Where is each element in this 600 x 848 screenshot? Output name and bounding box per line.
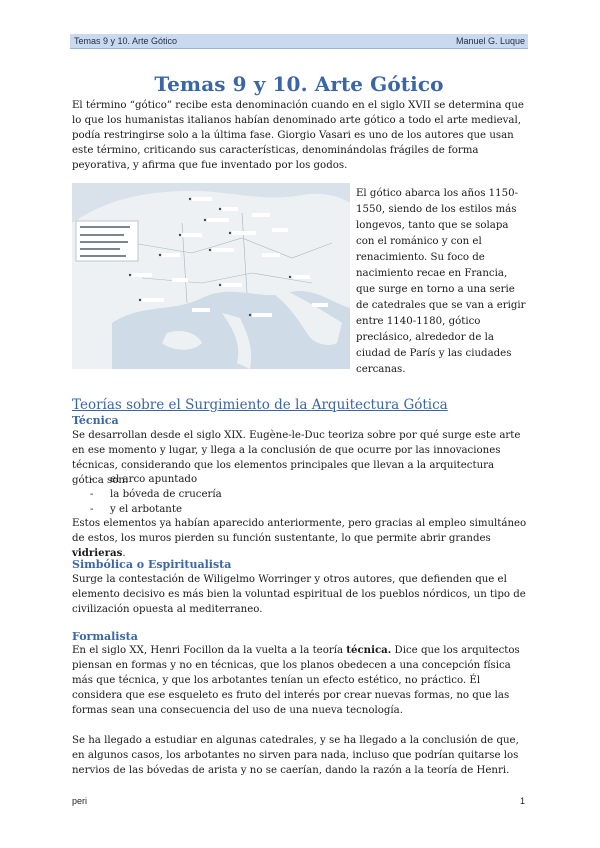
header-right: Manuel G. Luque xyxy=(455,36,525,46)
tecnica-after-text: Estos elementos ya habían aparecido anteriormente, pero gracias al empleo simultáneo de estos, los muros pierden su función sustentante, lo que permite abrir grandes xyxy=(72,518,527,544)
tecnica-paragraph: Se desarrollan desde el siglo XIX. Eugène-le-Duc teoriza sobre por qué surge este arte en ese momento y lugar, y llega a la conclusión de que ocurre por las innovaciones técnicas, considerando que los elementos principales que llevan a la arquitectura gótica son: xyxy=(72,430,521,486)
page-title: Temas 9 y 10. Arte Gótico xyxy=(154,72,444,96)
formalista-text-1-end: Dice que los arquitectos piensan en formas y no en técnicas, que los planos obedecen a una concepción física más que técnica, y que los arbotantes tenían un efecto estético, no práctico. Él considera que ese esqueleto es fruto del interés por crear nuevas formas, no que las formas sean una consecuencia del uso de una nueva tecnología. xyxy=(72,645,520,716)
tecnica-after-end: . xyxy=(122,548,126,559)
header-left: Temas 9 y 10. Arte Gótico xyxy=(74,36,178,46)
list-item: - y el arbotante xyxy=(88,502,222,517)
list-item: - el arco apuntado xyxy=(88,472,222,487)
europe-map-image xyxy=(72,183,350,369)
page-number: 1 xyxy=(520,796,526,806)
heading-formalista: Formalista xyxy=(72,630,138,643)
page-header xyxy=(70,34,528,49)
formalista-paragraph-1 xyxy=(72,643,528,718)
heading-simbolica: Simbólica o Espiritualista xyxy=(72,558,232,571)
simbolica-paragraph: Surge la contestación de Wiligelmo Worringer y otros autores, que defienden que el elemento decisivo es más bien la voluntad espiritual de los pueblos nórdicos, un tipo de civilización opuesta al mediterraneo. xyxy=(72,574,526,615)
formalista-text-1: En el siglo XX, Henri Focillon da la vuelta a la teoría xyxy=(72,645,347,656)
tecnica-after-paragraph xyxy=(72,516,528,561)
vidrieras-bold: vidrieras xyxy=(72,547,123,559)
section-title: Teorías sobre el Surgimiento de la Arquitectura Gótica xyxy=(72,397,448,413)
tecnica-bold: técnica. xyxy=(346,644,392,656)
heading-tecnica: Técnica xyxy=(72,414,119,427)
side-paragraph: El gótico abarca los años 1150-1550, siendo de los estilos más longevos, tanto que se solapa con el románico y con el renacimiento. Su foco de nacimiento recae en Francia, que surge en torno a una serie de catedrales que se van a erigir entre 1140-1180, gótico preclásico, alrededor de la ciudad de París y las ciudades cercanas. xyxy=(356,188,526,375)
tecnica-list xyxy=(88,472,222,517)
formalista-paragraph-2: Se ha llegado a estudiar en algunas catedrales, y se ha llegado a la conclusión de que, en algunos casos, los arbotantes no sirven para nada, incluso que podrían quitarse los nervios de las bóvedas de arista y no se caerían, dando la razón a la teoría de Henri. xyxy=(72,735,519,776)
list-item: - la bóveda de crucería xyxy=(88,487,222,502)
map-graphic xyxy=(72,183,350,369)
intro-paragraph: El término “gótico” recibe esta denominación cuando en el siglo XVII se determina que lo que los humanistas italianos habían denominado arte gótico a todo el arte medieval, podía restringirse solo a la última fase. Giorgio Vasari es uno de los autores que usan este término, criticando sus características, denominándolas frágiles de forma peyorativa, y afirma que fue inventado por los godos. xyxy=(72,100,524,171)
footer-left: peri xyxy=(72,796,88,806)
